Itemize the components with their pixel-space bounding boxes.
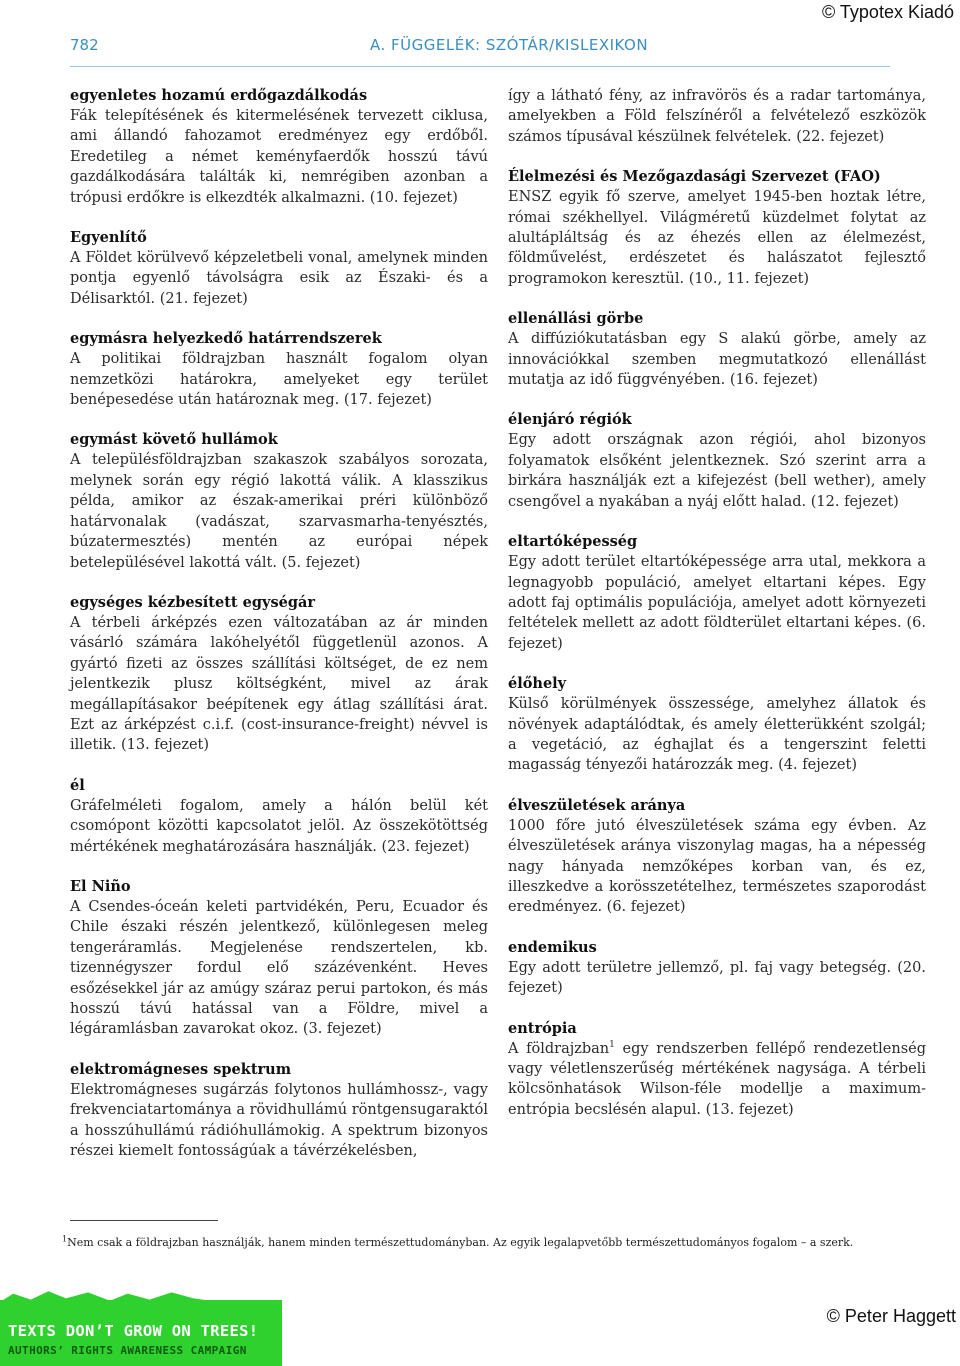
entry-definition: így a látható fény, az infravörös és a radar tartománya, amelyekben a Föld felszínéről a felvételező eszközök számos típusával készülnek felvételek. (22. fejezet) (508, 88, 926, 145)
glossary-entry (508, 1019, 926, 1121)
entry-definition: A diffúziókutatásban egy S alakú görbe, amely az innovációkkal szemben megmutatkozó ellenállást mutatja az idő függvényében. (16. fejezet) (508, 331, 926, 389)
entry-definition: A térbeli árképzés ezen változatában az ár minden vásárló számára lakóhelyétől függetlenül azonos. A gyártó fizeti az összes szállítási költséget, de ez nem jelentkezik plusz költségként, mivel az árak megállapításakor beépítenek egy átlag szállítási árat. Ezt az árképzést c.i.f. (cost-insurance-freight) névvel is illetik. (13. fejezet) (70, 614, 488, 754)
glossary-entry (70, 593, 488, 756)
glossary-entry (70, 877, 488, 1040)
entry-term: egymásra helyezkedő határrendszerek (70, 330, 382, 348)
publisher-watermark: © Typotex Kiadó (821, 2, 954, 22)
glossary-entry (508, 674, 926, 776)
glossary-entry (70, 228, 488, 309)
banner-subtitle: AUTHORS’ RIGHTS AWARENESS CAMPAIGN (8, 1344, 247, 1357)
author-watermark: © Peter Haggett (826, 1306, 956, 1326)
entry-term: élőhely (508, 675, 567, 693)
glossary-entry (508, 938, 926, 999)
section-title: A. FÜGGELÉK: SZÓTÁR/KISLEXIKON (370, 36, 649, 54)
left-column (70, 86, 488, 1181)
definition-text: A földrajzban (508, 1040, 610, 1057)
entry-definition: Elektromágneses sugárzás folytonos hullámhossz-, vagy frekvenciatartománya a rövidhullámú röntgensugaraktól a hosszúhullámú rádióhullámokig. A spektrum bizonyos részei kiemelt fontosságúak a távérzékelésben, (70, 1081, 488, 1160)
entry-definition (508, 1039, 926, 1121)
entry-definition: Egy adott terület eltartóképessége arra utal, mekkora a legnagyobb populáció, amelyet eltartani képes. Egy adott faj optimális populációja, amelyet adott környezeti feltételek mellett az adott földterület eltartani képes. (6. fejezet) (508, 554, 926, 652)
entry-term: entrópia (508, 1019, 577, 1037)
definition-text: egy rendszerben fellépő rendezetlenség vagy véletlenszerűség mértékének nagysága. A térbeli kölcsönhatások Wilson-féle modellje a maximum-entrópia becslésén alapul. (13. fejezet) (508, 1040, 926, 1118)
entry-term: egységes kézbesített egységár (70, 593, 316, 611)
glossary-entry (508, 796, 926, 918)
entry-term: endemikus (508, 938, 597, 956)
entry-definition: A Csendes-óceán keleti partvidékén, Peru, Ecuador és Chile északi részén jelentkező, különlegesen meleg tengeráramlás. Megjelenése rendszertelen, kb. tizennégyszer fordul elő százévenként. Heves esőzésekkel jár az amúgy száraz perui partokon, és más hosszú távú hatással van a Földre, mivel a légáramlásban zavarokat okoz. (3. fejezet) (70, 898, 488, 1038)
campaign-banner (0, 1300, 282, 1366)
glossary-entry (70, 1060, 488, 1162)
glossary-entry (508, 410, 926, 512)
footnote (62, 1236, 942, 1250)
glossary-entry (70, 86, 488, 208)
entry-definition: A politikai földrajzban használt fogalom olyan nemzetközi határokra, amelyeket egy terület benépesedése után határoznak meg. (17. fejezet) (70, 351, 488, 409)
glossary-entry (508, 309, 926, 390)
entry-term: Élelmezési és Mezőgazdasági Szervezet (FAO) (508, 168, 881, 186)
right-column (508, 86, 926, 1140)
entry-definition: A településföldrajzban szakaszok szabályos sorozata, melynek során egy régió lakottá válik. A klasszikus példa, amikor az észak-amerikai préri különböző határvonalak (vadászat, szarvasmarha-tenyésztés, búzatermesztés) mentén az európai népek betelepülésével lakottá vált. (5. fejezet) (70, 452, 488, 571)
glossary-entry (70, 776, 488, 857)
entry-term: ellenállási görbe (508, 310, 644, 328)
footnote-divider (70, 1220, 218, 1221)
entry-definition: A Földet körülvevő képzeletbeli vonal, amelynek minden pontja egyenlő távolságra esik az Északi- és a Délisarktól. (21. fejezet) (70, 250, 488, 307)
entry-term: elektromágneses spektrum (70, 1060, 292, 1078)
entry-definition: ENSZ egyik fő szerve, amelyet 1945-ben hoztak létre, római székhellyel. Világméretű küzdelmet folytat az alultápláltság és az éhezés ellen az élelmezést, földművelést, erdészetet és halászatot fejlesztő programokon keresztül. (10., 11. fejezet) (508, 189, 926, 287)
glossary-entry (70, 329, 488, 410)
entry-term: El Niño (70, 877, 131, 895)
entry-term: él (70, 776, 85, 794)
entry-term: Egyenlítő (70, 229, 147, 247)
entry-term: egyenletes hozamú erdőgazdálkodás (70, 87, 368, 104)
entry-term: eltartóképesség (508, 533, 638, 551)
footnote-text: Nem csak a földrajzban használják, hanem minden természettudományban. Az egyik legalapvetőbb természettudományos fogalom – a szerk. (67, 1236, 854, 1249)
entry-definition: 1000 főre jutó élveszületések száma egy évben. Az élveszületések aránya viszonylag magas, ha a népesség nagy hányada nemzőképes korban van, és ez, illeszkedve a korösszetételhez, természetes szaporodást eredményez. (6. fejezet) (508, 817, 926, 916)
glossary-entry (508, 167, 926, 289)
footnote-mark: 1 (62, 1234, 68, 1244)
entry-definition: Egy adott országnak azon régiói, ahol bizonyos folyamatok elsőként jelentkeznek. Szó szerint arra a birkára használják ezt a kifejezést (bell wether), amely csengővel a nyakában a nyáj előtt halad. (12. fejezet) (508, 432, 926, 510)
glossary-entry (508, 532, 926, 654)
page-number: 782 (70, 36, 99, 54)
entry-definition: Fák telepítésének és kitermelésének tervezett ciklusa, ami állandó fahozamot eredményez egy erdőből. Eredetileg a német keményfaerdők hosszú távú gazdálkodására találták ki, nemrégiben azonban a trópusi erdőkre is elkezdték alkalmazni. (10. fejezet) (70, 108, 488, 206)
entry-term: élveszületések aránya (508, 796, 686, 814)
entry-term: egymást követő hullámok (70, 431, 278, 449)
footnote-reference[interactable]: 1 (609, 1039, 615, 1050)
glossary-entry-continued (508, 86, 926, 147)
banner-slogan: TEXTS DON’T GROW ON TREES! (8, 1322, 259, 1340)
entry-term: élenjáró régiók (508, 411, 632, 429)
entry-definition: Egy adott területre jellemző, pl. faj vagy betegség. (20. fejezet) (508, 959, 926, 997)
header-divider (70, 66, 890, 67)
entry-definition: Külső körülmények összessége, amelyhez állatok és növények adaptálódtak, és amely életterükként szolgál; a vegetáció, az éghajlat és a tengerszint feletti magasság tényezői határozzák meg. (4. fejezet) (508, 696, 926, 774)
glossary-entry (70, 430, 488, 572)
entry-definition: Gráfelméleti fogalom, amely a hálón belül két csomópont közötti kapcsolatot jelöl. Az összekötöttség mértékének meghatározására használják. (23. fejezet) (70, 797, 488, 855)
